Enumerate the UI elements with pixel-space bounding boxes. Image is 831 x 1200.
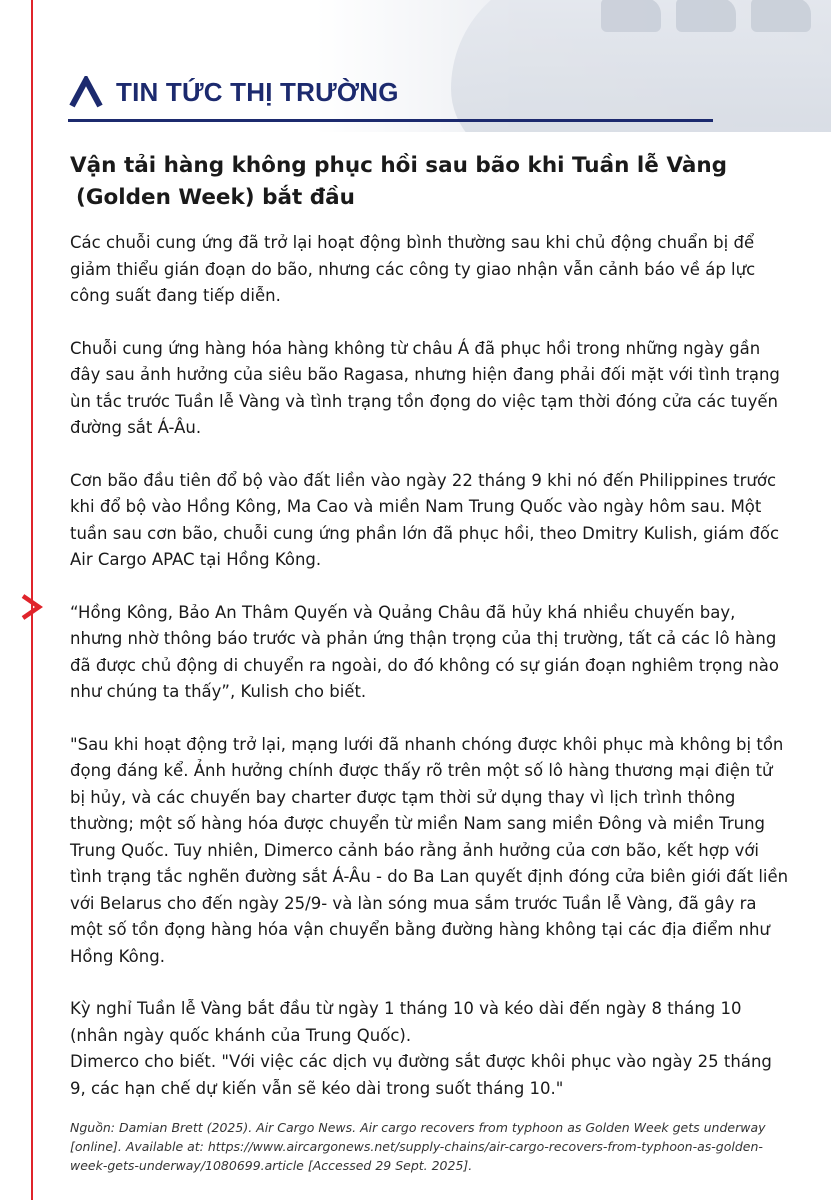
paragraph: Các chuỗi cung ứng đã trở lại hoạt động bình thường sau khi chủ động chuẩn bị để giảm thiểu gián đoạn do bão, nhưng các công ty giao nhận vẫn cảnh báo về áp lực công suất đang tiếp diễn. — [70, 233, 756, 305]
a-logo-icon — [68, 76, 104, 108]
plane-window — [601, 0, 661, 32]
paragraph: Chuỗi cung ứng hàng hóa hàng không từ châu Á đã phục hồi trong những ngày gần đây sau ảnh hưởng của siêu bão Ragasa, nhưng hiện đang phải đối mặt với tình trạng ùn tắc trước Tuần lễ Vàng và tình trạng tồn đọng do việc tạm thời đóng cửa các tuyến đường sắt Á-Âu. — [70, 338, 780, 437]
section-title: TIN TỨC THỊ TRƯỜNG — [116, 76, 399, 107]
plane-window — [676, 0, 736, 32]
source-citation: Nguồn: Damian Brett (2025). Air Cargo News. Air cargo recovers from typhoon as Golden Week gets underway [online]. Available at: https://www.aircargonews.net/supply-chains/air-cargo-recovers-from-typhoon-as-golden-week-gets-underway/1080699.article [Accessed 29 Sept. 2025]. — [70, 1120, 766, 1173]
chevron-right-icon — [17, 592, 47, 622]
article-headline — [70, 150, 792, 214]
paragraph: “Hồng Kông, Bảo An Thâm Quyến và Quảng Châu đã hủy khá nhiều chuyến bay, nhưng nhờ thông báo trước và phản ứng thận trọng của thị trường, tất cả các lô hàng đã được chủ động di chuyển ra ngoài, do đó không có sự gián đoạn nghiêm trọng nào như chúng ta thấy”, Kulish cho biết. — [70, 602, 779, 701]
article-body — [70, 150, 792, 1188]
plane-window — [751, 0, 811, 32]
paragraph: Kỳ nghỉ Tuần lễ Vàng bắt đầu từ ngày 1 tháng 10 và kéo dài đến ngày 8 tháng 10 (nhân ngày quốc khánh của Trung Quốc). — [70, 999, 742, 1045]
section-header — [68, 72, 399, 112]
headline-line: (Golden Week) bắt đầu — [76, 185, 355, 210]
paragraph: Dimerco cho biết. "Với việc các dịch vụ đường sắt được khôi phục vào ngày 25 tháng 9, các hạn chế dự kiến vẫn sẽ kéo dài trong suốt tháng 10." — [70, 1052, 772, 1098]
header-background — [0, 0, 831, 132]
paragraph: "Sau khi hoạt động trở lại, mạng lưới đã nhanh chóng được khôi phục mà không bị tồn đọng đáng kể. Ảnh hưởng chính được thấy rõ trên một số lô hàng thương mại điện tử bị hủy, và các chuyến bay charter được tạm thời sử dụng thay vì lịch trình thông thường; một số hàng hóa được chuyển từ miền Nam sang miền Đông và miền Trung Trung Quốc. Tuy nhiên, Dimerco cảnh báo rằng ảnh hưởng của cơn bão, kết hợp với tình trạng tắc nghẽn đường sắt Á-Âu - do Ba Lan quyết định đóng cửa biên giới đất liền với Belarus cho đến ngày 25/9- và làn sóng mua sắm trước Tuần lễ Vàng, đã gây ra một số tồn đọng hàng hóa vận chuyển bằng đường hàng không tại các địa điểm như Hồng Kông. — [70, 734, 789, 966]
paragraph: Cơn bão đầu tiên đổ bộ vào đất liền vào ngày 22 tháng 9 khi nó đến Philippines trước khi đổ bộ vào Hồng Kông, Ma Cao và miền Nam Trung Quốc vào ngày hôm sau. Một tuần sau cơn bão, chuỗi cung ứng phần lớn đã phục hồi, theo Dmitry Kulish, giám đốc Air Cargo APAC tại Hồng Kông. — [70, 470, 780, 569]
header-divider — [68, 119, 713, 122]
headline-line: Vận tải hàng không phục hồi sau bão khi Tuần lễ Vàng — [70, 153, 728, 178]
airplane-image — [451, 0, 831, 132]
